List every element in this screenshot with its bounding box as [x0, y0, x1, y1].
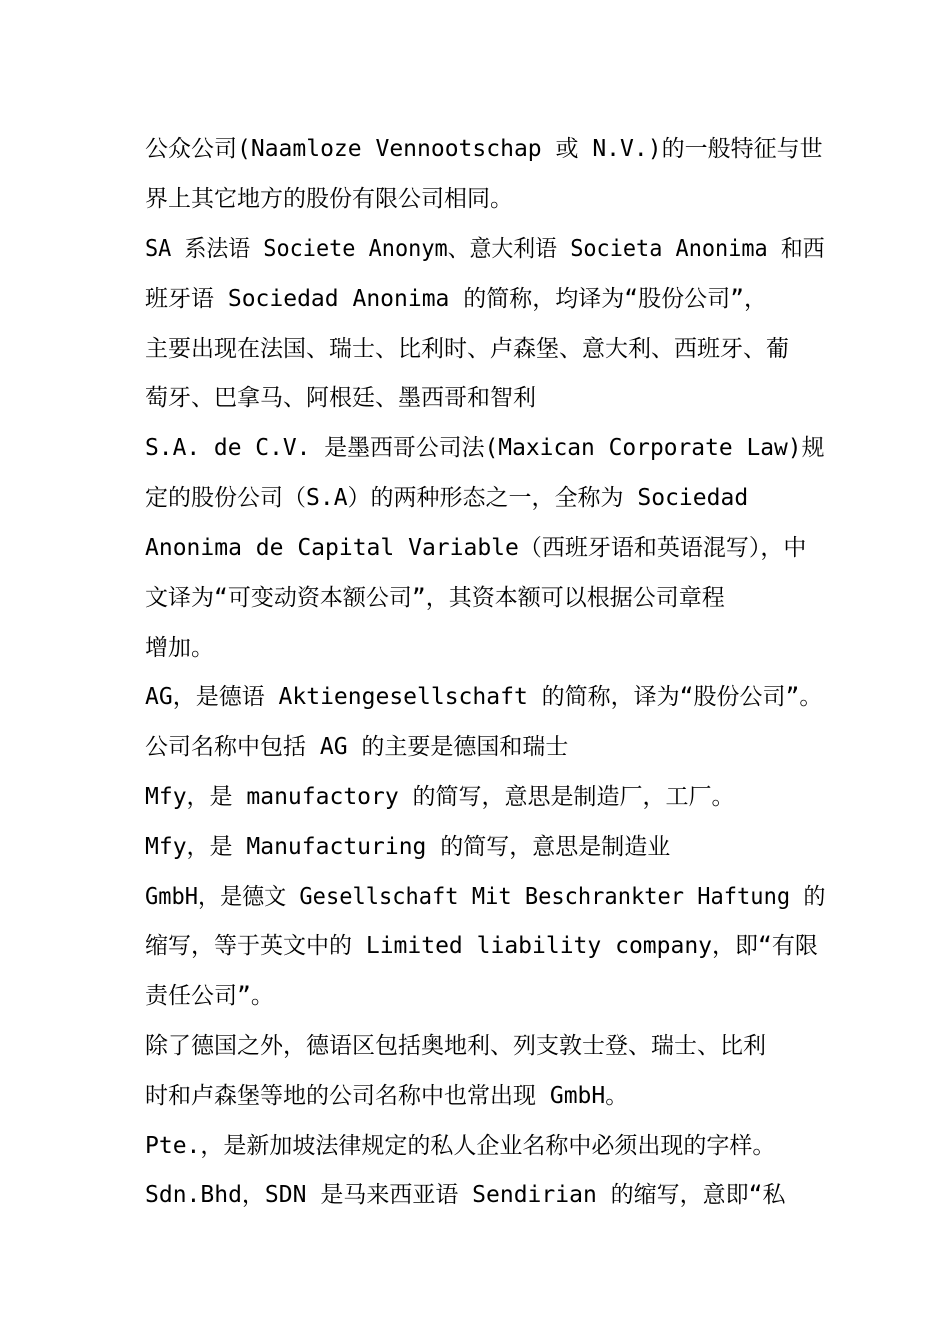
text-line: Mfy，是 manufactory 的简写，意思是制造厂，工厂。: [145, 784, 735, 810]
text-line: GmbH，是德文 Gesellschaft Mit Beschrankter Haftung 的: [145, 884, 826, 910]
text-line: 时和卢森堡等地的公司名称中也常出现 GmbH。: [145, 1083, 629, 1109]
text-line: 文译为“可变动资本额公司”，其资本额可以根据公司章程: [145, 585, 725, 611]
text-line: S.A. de C.V. 是墨西哥公司法(Maxican Corporate Law)规: [145, 435, 825, 461]
text-line: 定的股份公司（S.A）的两种形态之一，全称为 Sociedad: [145, 485, 749, 511]
text-line: 萄牙、巴拿马、阿根廷、墨西哥和智利: [145, 385, 536, 411]
text-line: SA 系法语 Societe Anonym、意大利语 Societa Anonima 和西: [145, 236, 825, 262]
text-line: AG，是德语 Aktiengesellschaft 的简称，译为“股份公司”。: [145, 684, 823, 710]
text-line: Sdn.Bhd，SDN 是马来西亚语 Sendirian 的缩写，意即“私: [145, 1182, 786, 1208]
text-line: 主要出现在法国、瑞士、比利时、卢森堡、意大利、西班牙、葡: [145, 336, 789, 362]
text-line: 公司名称中包括 AG 的主要是德国和瑞士: [145, 734, 569, 760]
text-line: 增加。: [145, 635, 214, 661]
text-line: 责任公司”。: [145, 983, 274, 1009]
text-line: 除了德国之外，德语区包括奥地利、列支敦士登、瑞士、比利: [145, 1033, 766, 1059]
text-line: Mfy，是 Manufacturing 的简写，意思是制造业: [145, 834, 671, 860]
text-line: 缩写，等于英文中的 Limited liability company，即“有限: [145, 933, 818, 959]
text-line: Pte.，是新加坡法律规定的私人企业名称中必须出现的字样。: [145, 1133, 776, 1159]
text-line: 界上其它地方的股份有限公司相同。: [145, 186, 513, 212]
text-line: 公众公司(Naamloze Vennootschap 或 N.V.)的一般特征与世: [145, 136, 823, 162]
text-line: 班牙语 Sociedad Anonima 的简称，均译为“股份公司”，: [145, 286, 767, 312]
text-line: Anonima de Capital Variable（西班牙语和英语混写），中: [145, 535, 807, 561]
